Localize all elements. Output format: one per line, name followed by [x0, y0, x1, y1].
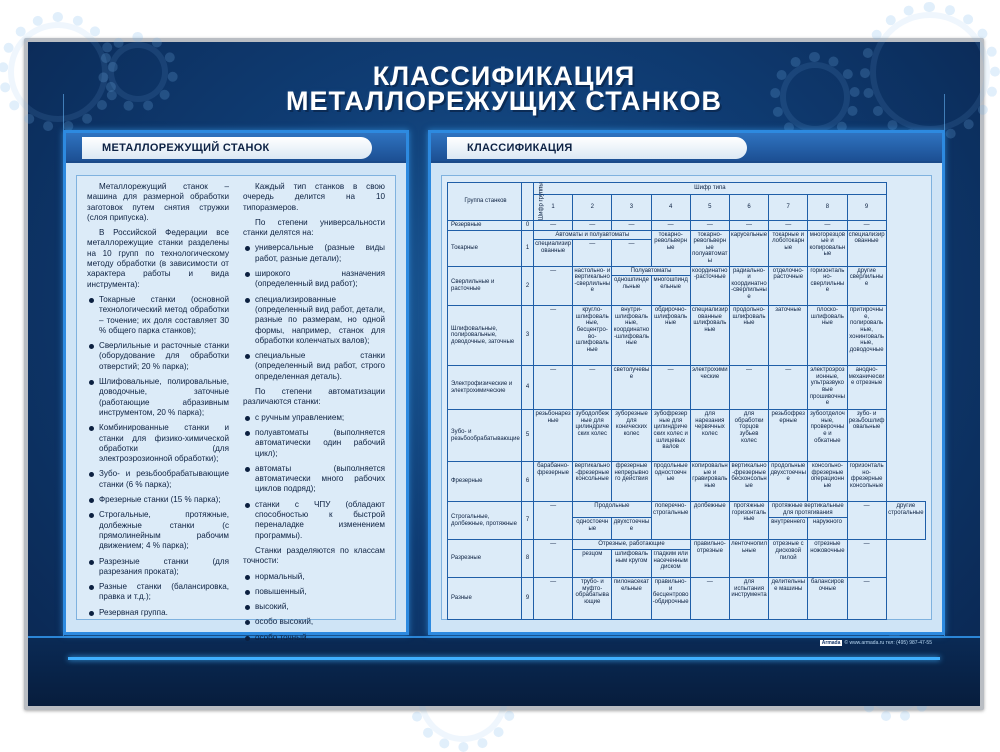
type-code-cell: 8: [808, 195, 847, 221]
poster: [28, 42, 980, 706]
group-code-cell: 8: [522, 540, 534, 578]
list-item: специальные станки (определенный вид работ, строго определенная деталь).: [243, 351, 385, 382]
table-cell: притирочные, полировальные, хонинговальные, доводочные: [847, 306, 886, 366]
table-cell: —: [573, 240, 612, 266]
list-item: нормальный,: [243, 572, 385, 582]
table-cell: консольно-фрезерные операционные: [808, 462, 847, 502]
table-cell: для нарезания червячных колес: [690, 410, 729, 462]
table-cell: двухстоечные: [612, 518, 651, 540]
table-cell: внутреннего: [769, 518, 808, 540]
machine-definition-panel: [63, 130, 409, 642]
type-header-cell: Шифр типа: [534, 183, 887, 195]
types-paragraph: Каждый тип станков в свою очередь делится на 10 типоразмеров.: [243, 182, 385, 212]
list-item: универсальные (разные виды работ, разные детали);: [243, 243, 385, 264]
classification-table-wrap: [441, 175, 932, 620]
table-cell: пилонасекательные: [612, 577, 651, 619]
list-item: Разрезные станки (для разрезания проката);: [87, 557, 229, 578]
list-item: Токарные станки (основной технологический метод обработки – точение; их доля составляет 30 % общего парка станков);: [87, 295, 229, 336]
table-cell: долбежные: [690, 502, 729, 540]
table-cell: —: [651, 366, 690, 410]
classification-panel: [428, 130, 945, 635]
table-cell: правильно- и бесцентрово-обдирочные: [651, 577, 690, 619]
panel-header: [66, 133, 406, 163]
table-cell: резьбонарезные: [534, 410, 573, 462]
table-row: [448, 366, 926, 410]
table-cell: светолучевые: [612, 366, 651, 410]
table-cell: координатно-расточные: [690, 266, 729, 306]
table-cell: одностоечные: [573, 518, 612, 540]
table-cell: другие сверлильные: [847, 266, 886, 306]
table-cell: —: [769, 366, 808, 410]
list-item: специализированные (определенный вид работ, детали, разные по размерам, но одной формы, например, станок для обработки коленчатых валов);: [243, 295, 385, 346]
table-cell: радиально- и координатно-сверлильные: [729, 266, 768, 306]
table-cell: фрезерные непрерывного действия: [612, 462, 651, 502]
span-label-cell: Автоматы и полуавтоматы: [534, 230, 652, 240]
table-cell: ленточнопильные: [729, 540, 768, 578]
span-label-cell: Полуавтоматы: [612, 266, 690, 276]
list-item: Сверлильные и расточные станки (оборудование для обработки отверстий; 20 % парка);: [87, 341, 229, 372]
table-row: [448, 221, 926, 231]
universality-intro: По степени универсальности станки делятся на:: [243, 217, 385, 238]
table-cell: —: [769, 221, 808, 231]
table-cell: вертикально-фрезерные бесконсольные: [729, 462, 768, 502]
span-label-cell: протяжные вертикальные для протягивания: [769, 502, 847, 518]
table-cell: правильно-отрезные: [690, 540, 729, 578]
table-row: [448, 502, 926, 518]
table-cell: протяжные горизонтальные: [729, 502, 768, 540]
group-code-cell: 4: [522, 366, 534, 410]
table-cell: —: [847, 577, 886, 619]
table-cell: —: [612, 240, 651, 266]
group-header-cell: Группа станков: [448, 183, 522, 221]
table-cell: токарно-револьверные полуавтоматы: [690, 230, 729, 266]
table-cell: одношпиндельные: [612, 276, 651, 306]
group-code-cell: 9: [522, 577, 534, 619]
group-name-cell: Зубо- и резьбообрабатывающие: [448, 410, 522, 462]
list-item: особо высокий,: [243, 617, 385, 627]
panel-heading: МЕТАЛЛОРЕЖУЩИЙ СТАНОК: [82, 137, 372, 159]
poster-title: [28, 61, 980, 116]
table-row: [448, 577, 926, 619]
bottom-glow-line: [68, 657, 940, 660]
list-item: полуавтоматы (выполняется автоматически один рабочий цикл);: [243, 428, 385, 459]
table-cell: балансировочные: [808, 577, 847, 619]
accuracy-list: [243, 572, 385, 643]
table-body: [448, 183, 926, 620]
span-label-cell: Отрезные, работающие: [573, 540, 691, 550]
table-cell: зубоотделочные, проверочные и обкатные: [808, 410, 847, 462]
groups-list: [87, 295, 229, 618]
group-code-cell: 2: [522, 266, 534, 306]
table-cell: вертикально-фрезерные консольные: [573, 462, 612, 502]
table-cell: электрохимические: [690, 366, 729, 410]
list-item: особо точный.: [243, 633, 385, 643]
table-cell: —: [612, 221, 651, 231]
table-cell: —: [651, 221, 690, 231]
group-code-cell: 0: [522, 221, 534, 231]
universality-list: [243, 243, 385, 382]
table-cell: многорезцовые и копировальные: [808, 230, 847, 266]
table-cell: —: [729, 221, 768, 231]
table-cell: внутри-шлифовальные, координатно-шлифовальные: [612, 306, 651, 366]
type-code-cell: 9: [847, 195, 886, 221]
table-cell: токарно-револьверные: [651, 230, 690, 266]
table-cell: —: [573, 221, 612, 231]
group-name-cell: Резервные: [448, 221, 522, 231]
group-name-cell: Строгальные, долбежные, протяжные: [448, 502, 522, 540]
table-cell: настольно- и вертикально-сверлильные: [573, 266, 612, 306]
poster-board: [24, 38, 984, 710]
table-cell: —: [729, 366, 768, 410]
table-cell: барабанно-фрезерные: [534, 462, 573, 502]
table-cell: —: [534, 266, 573, 306]
automation-list: [243, 413, 385, 541]
group-name-cell: Разрезные: [448, 540, 522, 578]
table-row: [448, 462, 926, 502]
group-name-cell: Токарные: [448, 230, 522, 266]
table-cell: —: [534, 540, 573, 578]
table-cell: делительные машины: [769, 577, 808, 619]
list-item: Комбинированные станки и станки для физико-химической обработки (для электроэрозионной обработки);: [87, 423, 229, 464]
table-cell: горизонтально-фрезерные консольные: [847, 462, 886, 502]
table-cell: горизонтально-сверлильные: [808, 266, 847, 306]
table-cell: зубо- и резьбошлифовальные: [847, 410, 886, 462]
table-cell: —: [534, 577, 573, 619]
publisher-logo: Armada: [821, 640, 841, 646]
table-cell: —: [847, 540, 886, 578]
table-cell: заточные: [769, 306, 808, 366]
group-name-cell: Фрезерные: [448, 462, 522, 502]
list-item: автоматы (выполняется автоматически много рабочих циклов подряд);: [243, 464, 385, 495]
group-name-cell: Шлифовальные, полировальные, доводочные, заточные: [448, 306, 522, 366]
panel-text: [76, 175, 396, 642]
table-cell: зуборезные для конических колес: [612, 410, 651, 462]
table-cell: кругло-шлифовальные, бесцентро-во-шлифовальные: [573, 306, 612, 366]
table-cell: трубо- и муфто-обрабатывающие: [573, 577, 612, 619]
table-cell: многошпиндельные: [651, 276, 690, 306]
table-cell: для испытания инструмента: [729, 577, 768, 619]
groups-intro: В Российской Федерации все металлорежущие станки разделены на 10 групп по технологическому методу обработки (в зависимости от характера работы и вида инструмента):: [87, 228, 229, 289]
table-cell: плоско-шлифовальные: [808, 306, 847, 366]
type-code-cell: 5: [690, 195, 729, 221]
group-name-cell: Электрофизические и электрохимические: [448, 366, 522, 410]
table-row: [448, 306, 926, 366]
list-item: Резервная группа.: [87, 608, 229, 618]
list-item: широкого назначения (определенный вид работ);: [243, 269, 385, 290]
table-cell: зубодолбежные для цилиндрических колес: [573, 410, 612, 462]
table-cell: резьбофрезерные: [769, 410, 808, 462]
table-cell: другие строгальные: [886, 502, 925, 540]
table-cell: —: [808, 221, 847, 231]
publisher-contacts: © www.armada.ru тел: (495) 987-47-55: [844, 640, 932, 646]
group-code-cell: 5: [522, 410, 534, 462]
group-code-cell: 6: [522, 462, 534, 502]
table-cell: токарные и лоботокарные: [769, 230, 808, 266]
group-name-cell: Разные: [448, 577, 522, 619]
text-column-2: [243, 182, 385, 642]
list-item: станки с ЧПУ (обладают способностью к быстрой переналадке изменением программы).: [243, 500, 385, 541]
span-label-cell: Продольные: [573, 502, 651, 518]
table-cell: специализированные: [847, 230, 886, 266]
publisher-footer: [820, 640, 932, 646]
panel-header: [431, 133, 942, 163]
table-cell: —: [690, 577, 729, 619]
list-item: повышенный,: [243, 587, 385, 597]
type-code-cell: 3: [612, 195, 651, 221]
code-header-cell: [522, 182, 545, 221]
table-cell: электроэрозионные, ультразвуковые прошивочные: [808, 366, 847, 410]
type-code-cell: 4: [651, 195, 690, 221]
bottom-strip: [28, 636, 980, 706]
accuracy-intro: Станки разделяются по классам точности:: [243, 545, 385, 566]
automation-intro: По степени автоматизации различаются станки:: [243, 387, 385, 407]
table-cell: карусельные: [729, 230, 768, 266]
table-cell: продольно-шлифовальные: [729, 306, 768, 366]
table-row: [448, 540, 926, 550]
table-header-row: [448, 183, 926, 195]
table-cell: гладким или насеченным диском: [651, 549, 690, 577]
list-item: с ручным управлением;: [243, 413, 385, 423]
table-cell: —: [847, 221, 886, 231]
group-code-cell: 7: [522, 502, 534, 540]
table-cell: отрезные с дисковой пилой: [769, 540, 808, 578]
table-cell: копировальные и гравировальные: [690, 462, 729, 502]
table-cell: поперечно-строгальные: [651, 502, 690, 540]
table-cell: —: [573, 366, 612, 410]
panel-heading: КЛАССИФИКАЦИЯ: [447, 137, 747, 159]
table-cell: обдирочно-шлифовальные: [651, 306, 690, 366]
table-cell: резцом: [573, 549, 612, 577]
table-cell: —: [534, 502, 573, 540]
code-header-text: Шифр группы: [538, 182, 545, 221]
list-item: Шлифовальные, полировальные, доводочные, заточные (работающие абразивным инструментом, 20 % парка);: [87, 377, 229, 418]
text-column-1: [87, 182, 229, 617]
table-row: [448, 410, 926, 462]
table-cell: —: [534, 221, 573, 231]
table-cell: —: [847, 502, 886, 540]
table-cell: отделочно-расточные: [769, 266, 808, 306]
list-item: Строгальные, протяжные, долбежные станки (с прямолинейным рабочим движением; 4 % парка);: [87, 510, 229, 551]
group-code-cell: 3: [522, 306, 534, 366]
table-cell: —: [534, 306, 573, 366]
table-cell: отрезные ножовочные: [808, 540, 847, 578]
type-code-cell: 2: [573, 195, 612, 221]
type-code-cell: 1: [534, 195, 573, 221]
group-code-cell: 1: [522, 230, 534, 266]
table-cell: для обработки торцов зубьев колес: [729, 410, 768, 462]
definition-paragraph: Металлорежущий станок – машина для размерной обработки заготовок путем снятия стружки (слоя припуска).: [87, 182, 229, 222]
table-cell: зубофрезерные для цилиндрических колес и шлицевых валов: [651, 410, 690, 462]
table-cell: шлифовальным кругом: [612, 549, 651, 577]
title-line-2: МЕТАЛЛОРЕЖУЩИХ СТАНКОВ: [286, 86, 722, 116]
list-item: Фрезерные станки (15 % парка);: [87, 495, 229, 505]
list-item: Зубо- и резьбообрабатывающие станки (6 % парка);: [87, 469, 229, 490]
table-cell: специализированные шлифовальные: [690, 306, 729, 366]
list-item: высокий,: [243, 602, 385, 612]
table-cell: анодно-механические отрезные: [847, 366, 886, 410]
table-cell: наружного: [808, 518, 847, 540]
type-code-cell: 6: [729, 195, 768, 221]
table-cell: —: [690, 221, 729, 231]
table-row: [448, 230, 926, 240]
table-row: [448, 266, 926, 276]
group-name-cell: Сверлильные и расточные: [448, 266, 522, 306]
table-cell: специализированные: [534, 240, 573, 266]
classification-table: [447, 182, 926, 620]
table-cell: —: [534, 366, 573, 410]
table-cell: продольные двухстоечные: [769, 462, 808, 502]
title-line-1: КЛАССИФИКАЦИЯ: [372, 61, 636, 91]
list-item: Разные станки (балансировка, правка и т.д.);: [87, 582, 229, 603]
table-cell: продольные одностоечные: [651, 462, 690, 502]
type-code-cell: 7: [769, 195, 808, 221]
